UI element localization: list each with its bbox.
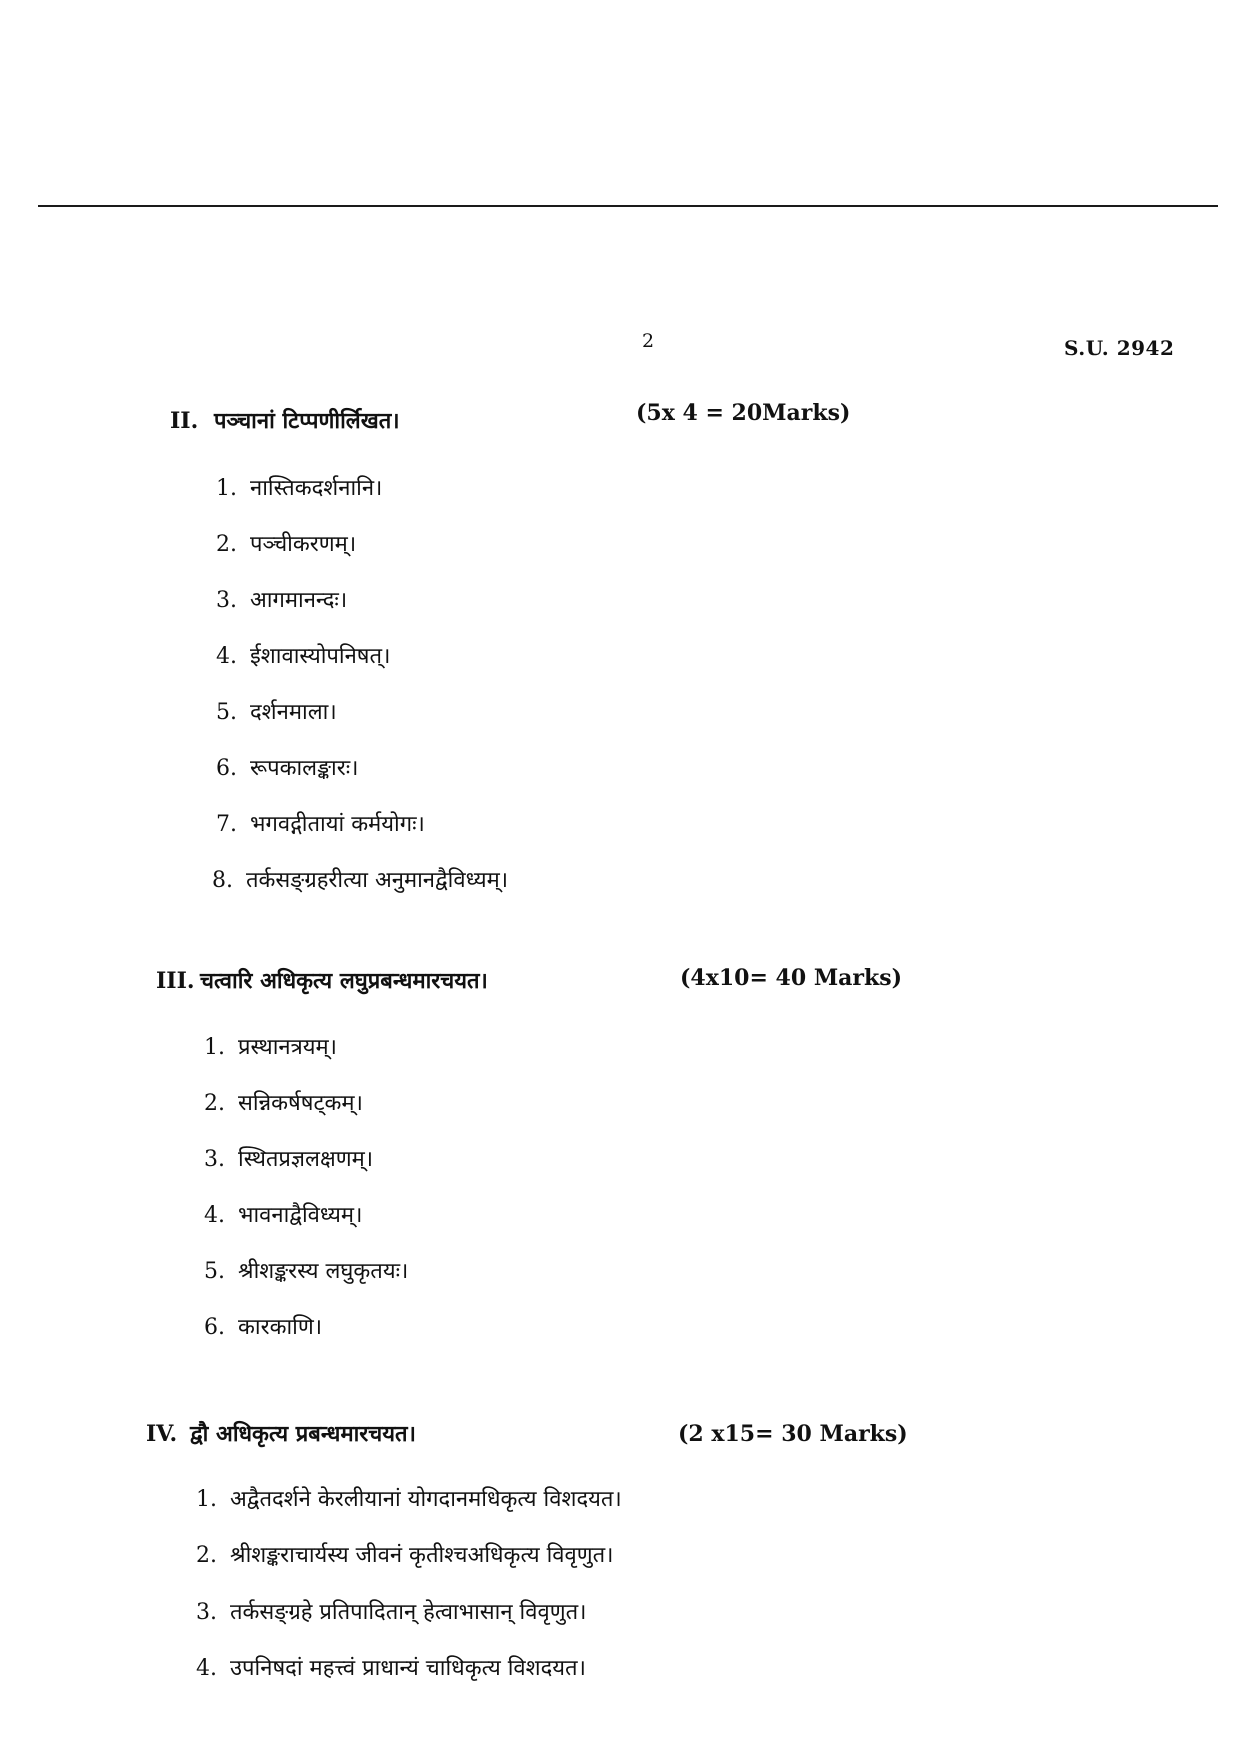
item-text: अद्वैतदर्शने केरलीयानां योगदानमधिकृत्य विशदयत।: [230, 1487, 622, 1512]
section-title: [156, 965, 488, 995]
item-text: प्रस्थानत्रयम्।: [238, 1035, 338, 1060]
list-item: [196, 1539, 614, 1569]
section-marks: (2 x15= 30 Marks): [678, 1421, 908, 1447]
item-text: तर्कसङ्ग्रहरीत्या अनुमानद्वैविध्यम्।: [246, 868, 509, 893]
item-number: 3.: [196, 1600, 217, 1625]
list-item: [204, 1199, 362, 1229]
item-text: श्रीशङ्कराचार्यस्य जीवनं कृतीश्चअधिकृत्य विवृणुत।: [230, 1543, 614, 1568]
item-number: 2.: [204, 1091, 225, 1116]
list-item: [216, 472, 382, 502]
list-item: [204, 1031, 337, 1061]
item-text: सन्निकर्षषट्कम्।: [238, 1091, 363, 1116]
paper-code: S.U. 2942: [1064, 336, 1175, 360]
item-number: 7.: [216, 812, 237, 837]
list-item: [216, 808, 425, 838]
list-item: [216, 752, 359, 782]
item-number: 6.: [204, 1315, 225, 1340]
section-numeral: III.: [156, 968, 195, 994]
section-numeral: II.: [170, 408, 199, 434]
list-item: [204, 1087, 363, 1117]
item-text: कारकाणि।: [238, 1315, 323, 1340]
list-item: [216, 528, 356, 558]
section-title: [146, 1418, 416, 1448]
item-text: श्रीशङ्करस्य लघुकृतयः।: [238, 1259, 409, 1284]
list-item: [204, 1311, 322, 1341]
item-number: 3.: [216, 588, 237, 613]
list-item: [216, 640, 390, 670]
item-number: 8.: [212, 868, 233, 893]
section-title: [170, 405, 400, 435]
item-text: दर्शनमाला।: [250, 700, 337, 725]
item-number: 1.: [196, 1487, 217, 1512]
list-item: [212, 864, 508, 894]
item-number: 5.: [204, 1259, 225, 1284]
section-numeral: IV.: [146, 1421, 178, 1447]
item-text: भगवद्गीतायां कर्मयोगः।: [250, 812, 425, 837]
item-text: आगमानन्दः।: [250, 588, 348, 613]
item-number: 2.: [196, 1543, 217, 1568]
item-number: 3.: [204, 1147, 225, 1172]
item-number: 4.: [196, 1656, 217, 1681]
item-text: नास्तिकदर्शनानि।: [250, 476, 383, 501]
item-text: पञ्चीकरणम्।: [250, 532, 357, 557]
page-number: 2: [642, 330, 655, 352]
list-item: [196, 1483, 622, 1513]
item-number: 1.: [204, 1035, 225, 1060]
section-heading: पञ्चानां टिप्पणीर्लिखत।: [214, 408, 400, 434]
section-heading: द्वौ अधिकृत्य प्रबन्धमारचयत।: [190, 1421, 416, 1447]
list-item: [204, 1143, 373, 1173]
item-text: तर्कसङ्ग्रहे प्रतिपादितान् हेत्वाभासान् विवृणुत।: [230, 1600, 587, 1625]
item-number: 5.: [216, 700, 237, 725]
item-number: 2.: [216, 532, 237, 557]
item-number: 6.: [216, 756, 237, 781]
item-text: स्थितप्रज्ञलक्षणम्।: [238, 1147, 374, 1172]
list-item: [204, 1255, 408, 1285]
list-item: [216, 584, 347, 614]
item-text: ईशावास्योपनिषत्।: [250, 644, 391, 669]
section-marks: (5x 4 = 20Marks): [636, 400, 851, 426]
item-number: 4.: [204, 1203, 225, 1228]
item-text: उपनिषदां महत्त्वं प्राधान्यं चाधिकृत्य विशदयत।: [230, 1656, 586, 1681]
list-item: [216, 696, 337, 726]
section-heading: चत्वारि अधिकृत्य लघुप्रबन्धमारचयत।: [200, 968, 488, 994]
list-item: [196, 1652, 586, 1682]
item-number: 4.: [216, 644, 237, 669]
item-text: रूपकालङ्कारः।: [250, 756, 359, 781]
section-marks: (4x10= 40 Marks): [680, 965, 903, 991]
item-number: 1.: [216, 476, 237, 501]
list-item: [196, 1596, 587, 1626]
item-text: भावनाद्वैविध्यम्।: [238, 1203, 363, 1228]
top-rule: [38, 205, 1218, 207]
